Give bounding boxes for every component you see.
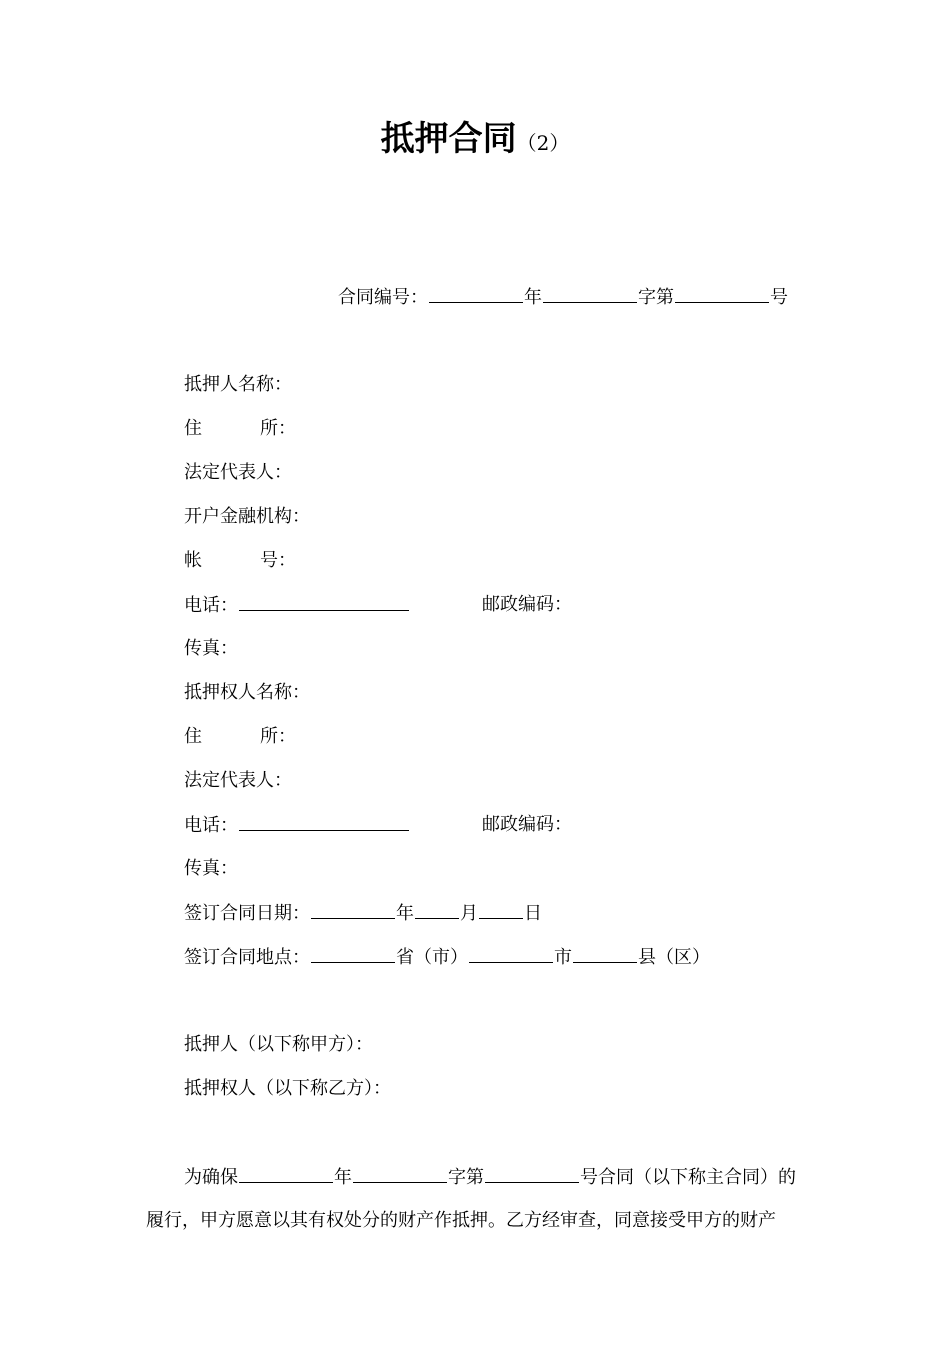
province-label: 省（市） <box>396 947 468 968</box>
county-label: 县（区） <box>638 947 710 968</box>
party-a-line <box>184 1032 373 1058</box>
body-paragraph-line-2 <box>146 1208 776 1234</box>
mortgagor-name-line <box>184 372 292 398</box>
body-text: 为确保 <box>184 1167 238 1188</box>
sign-date-label: 签订合同日期： <box>184 903 310 924</box>
body-text: 字第 <box>448 1167 484 1188</box>
account-label-a: 帐 <box>184 550 202 571</box>
blank-field[interactable] <box>239 592 409 611</box>
mortgagor-legal-line <box>184 460 292 486</box>
fax-label: 传真： <box>184 858 238 879</box>
postcode-label: 邮政编码： <box>482 814 572 835</box>
blank-field[interactable] <box>429 284 523 303</box>
title-text: 抵押合同 <box>380 119 517 159</box>
contract-number-line <box>338 284 788 311</box>
phone-label: 电话： <box>184 595 238 616</box>
party-b-line <box>184 1076 391 1102</box>
contract-no-label: 号 <box>770 287 788 308</box>
blank-field[interactable] <box>353 1164 447 1183</box>
mortgagee-postcode-line <box>482 812 572 838</box>
mortgagee-name-label: 抵押权人名称： <box>184 682 310 703</box>
title-suffix: （2） <box>516 131 570 155</box>
blank-field[interactable] <box>239 1164 333 1183</box>
legal-rep-label: 法定代表人： <box>184 462 292 483</box>
mortgagor-address-line <box>184 416 296 442</box>
body-text: 年 <box>334 1167 352 1188</box>
blank-field[interactable] <box>415 900 459 919</box>
contract-char-label: 字第 <box>638 287 674 308</box>
blank-field[interactable] <box>479 900 523 919</box>
party-a-label: 抵押人（以下称甲方）： <box>184 1034 373 1055</box>
mortgagor-name-label: 抵押人名称： <box>184 374 292 395</box>
blank-field[interactable] <box>543 284 637 303</box>
sign-place-label: 签订合同地点： <box>184 947 310 968</box>
mortgagor-postcode-line <box>482 592 572 618</box>
address-label-b: 所： <box>260 726 296 747</box>
legal-rep-label: 法定代表人： <box>184 770 292 791</box>
day-label: 日 <box>524 903 542 924</box>
address-label-a: 住 <box>184 726 202 747</box>
sign-date-line <box>184 900 542 927</box>
body-text: 履行，甲方愿意以其有权处分的财产作抵押。乙方经审查，同意接受甲方的财产 <box>146 1210 776 1231</box>
mortgagee-fax-line <box>184 856 238 882</box>
city-label: 市 <box>554 947 572 968</box>
year-label: 年 <box>396 903 414 924</box>
blank-field[interactable] <box>675 284 769 303</box>
party-b-label: 抵押权人（以下称乙方）： <box>184 1078 391 1099</box>
address-label-b: 所： <box>260 418 296 439</box>
blank-field[interactable] <box>573 944 637 963</box>
month-label: 月 <box>460 903 478 924</box>
document-title <box>0 116 950 166</box>
blank-field[interactable] <box>469 944 553 963</box>
bank-label: 开户金融机构： <box>184 506 310 527</box>
body-paragraph-line-1 <box>184 1164 796 1191</box>
body-text: 号合同（以下称主合同）的 <box>580 1167 796 1188</box>
mortgagor-phone-line <box>184 592 410 619</box>
fax-label: 传真： <box>184 638 238 659</box>
address-label-a: 住 <box>184 418 202 439</box>
blank-field[interactable] <box>311 944 395 963</box>
mortgagee-legal-line <box>184 768 292 794</box>
contract-year-label: 年 <box>524 287 542 308</box>
mortgagee-phone-line <box>184 812 410 839</box>
blank-field[interactable] <box>311 900 395 919</box>
mortgagee-address-line <box>184 724 296 750</box>
mortgagor-bank-line <box>184 504 310 530</box>
mortgagee-name-line <box>184 680 310 706</box>
mortgagor-fax-line <box>184 636 238 662</box>
contract-number-label: 合同编号： <box>338 287 428 308</box>
phone-label: 电话： <box>184 815 238 836</box>
mortgagor-account-line <box>184 548 296 574</box>
blank-field[interactable] <box>239 812 409 831</box>
account-label-b: 号： <box>260 550 296 571</box>
postcode-label: 邮政编码： <box>482 594 572 615</box>
blank-field[interactable] <box>485 1164 579 1183</box>
sign-place-line <box>184 944 710 971</box>
